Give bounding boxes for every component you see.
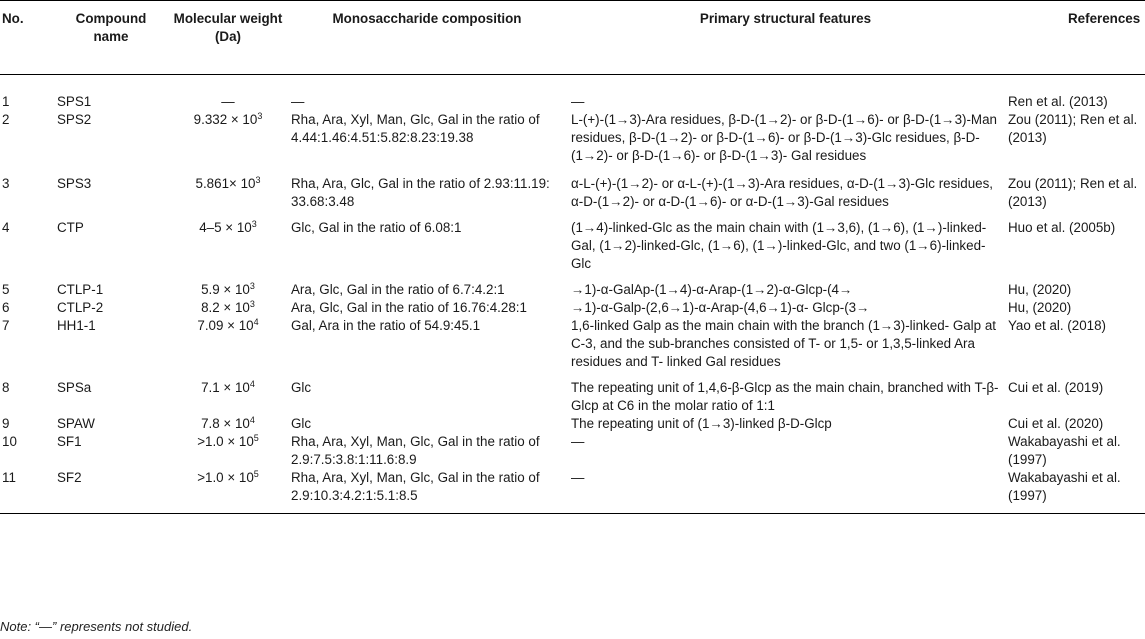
header-monosaccharide: Monosaccharide composition (287, 1, 567, 75)
cell-molecular-weight (169, 273, 287, 299)
mw-exponent: 4 (249, 379, 255, 389)
table-row (0, 299, 1145, 317)
cell-references: Hu, (2020) (1008, 300, 1072, 315)
mw-base: >1.0 × 10 (197, 434, 254, 449)
cell-compound-name: CTLP-1 (57, 282, 104, 297)
cell-references: Zou (2011); Ren et al. (2013) (1008, 112, 1138, 145)
cell-monosaccharide: — (291, 94, 305, 109)
mw-exponent: 4 (253, 317, 259, 327)
mw-base: 9.332 × 10 (193, 112, 258, 127)
cell-no: 2 (2, 112, 10, 127)
mw-base: >1.0 × 10 (197, 470, 254, 485)
header-structural-features: Primary structural features (567, 1, 1004, 75)
cell-monosaccharide: Ara, Glc, Gal in the ratio of 16.76:4.28:1 (291, 300, 527, 315)
cell-compound-name: SPS1 (57, 94, 92, 109)
mw-exponent: 3 (251, 219, 257, 229)
cell-molecular-weight (169, 111, 287, 165)
mw-base: — (221, 94, 235, 109)
table-header (0, 1, 1145, 75)
cell-molecular-weight (169, 433, 287, 469)
cell-molecular-weight (169, 371, 287, 415)
table-row (0, 433, 1145, 469)
mw-exponent: 5 (253, 433, 259, 443)
cell-molecular-weight (169, 415, 287, 433)
mw-exponent: 3 (255, 175, 261, 185)
mw-base: 4–5 × 10 (199, 220, 252, 235)
cell-molecular-weight (169, 299, 287, 317)
mw-base: 7.1 × 10 (201, 380, 250, 395)
cell-monosaccharide: Rha, Ara, Xyl, Man, Glc, Gal in the ratio of 2.9:7.5:3.8:1:11.6:8.9 (291, 434, 540, 467)
cell-structural-features: (1→4)-linked-Glc as the main chain with (1→3,6), (1→6), (1→)-linked-Gal, (1→2)-linked-Glc, (1→6), (1→)-linked-Glc, and two (1→6)-linked-Glc (571, 220, 987, 271)
cell-compound-name: HH1-1 (57, 318, 96, 333)
cell-references: Wakabayashi et al. (1997) (1004, 469, 1145, 514)
header-molecular-weight: Molecular weight (Da) (169, 1, 287, 75)
cell-no: 11 (0, 469, 53, 514)
cell-monosaccharide: Rha, Ara, Xyl, Man, Glc, Gal in the ratio of 2.9:10.3:4.2:1:5.1:8.5 (287, 469, 567, 514)
cell-monosaccharide: Glc, Gal in the ratio of 6.08:1 (291, 220, 462, 235)
cell-compound-name: SF2 (53, 469, 169, 514)
mw-base: 7.09 × 10 (197, 318, 254, 333)
cell-no: 1 (2, 94, 10, 109)
cell-structural-features: α-L-(+)-(1→2)- or α-L-(+)-(1→3)-Ara residues, α-D-(1→3)-Glc residues, α-D-(1→2)- or α-D-(1→6)- or α-D-(1→3)-Gal residues (571, 176, 994, 209)
cell-monosaccharide: Rha, Ara, Xyl, Man, Glc, Gal in the ratio of 4.44:1.46:4.51:5.82:8.23:19.38 (291, 112, 540, 145)
cell-no: 6 (2, 300, 10, 315)
cell-molecular-weight (169, 165, 287, 211)
table-row (0, 111, 1145, 165)
cell-references: Zou (2011); Ren et al. (2013) (1008, 176, 1138, 209)
cell-structural-features: →1)-α-Galp-(2,6→1)-α-Arap-(4,6→1)-α- Glcp-(3→ (571, 300, 870, 315)
cell-references: Huo et al. (2005b) (1008, 220, 1116, 235)
cell-compound-name: CTLP-2 (57, 300, 104, 315)
mw-base: 8.2 × 10 (201, 300, 250, 315)
cell-compound-name: SF1 (57, 434, 82, 449)
mw-base: 7.8 × 10 (201, 416, 250, 431)
cell-compound-name: SPSa (57, 380, 92, 395)
cell-monosaccharide: Glc (291, 416, 312, 431)
table-row (0, 415, 1145, 433)
cell-references: Cui et al. (2020) (1008, 416, 1104, 431)
cell-references: Wakabayashi et al. (1997) (1008, 434, 1121, 467)
cell-structural-features: →1)-α-GalAp-(1→4)-α-Arap-(1→2)-α-Glcp-(4→ (571, 282, 853, 297)
cell-monosaccharide: Glc (291, 380, 312, 395)
table-row (0, 469, 1145, 514)
cell-no: 10 (2, 434, 17, 449)
cell-no: 7 (2, 318, 10, 333)
cell-structural-features: The repeating unit of 1,4,6-β-Glcp as the main chain, branched with T-β-Glcp at C6 in the molar ratio of 1:1 (571, 380, 999, 413)
cell-monosaccharide: Gal, Ara in the ratio of 54.9:45.1 (291, 318, 481, 333)
cell-molecular-weight (169, 469, 287, 514)
cell-structural-features: 1,6-linked Galp as the main chain with the branch (1→3)-linked- Galp at C-3, and the sub-branches consisted of T- or 1,5- or 1,3,5-linked Ara residues and T- linked Gal residues (571, 318, 996, 369)
mw-exponent: 5 (253, 469, 259, 479)
cell-structural-features: — (567, 469, 1004, 514)
mw-exponent: 3 (257, 111, 263, 121)
cell-structural-features: — (571, 94, 585, 109)
cell-references: Ren et al. (2013) (1008, 94, 1108, 109)
cell-compound-name: CTP (57, 220, 84, 235)
cell-molecular-weight (169, 211, 287, 273)
cell-references: Hu, (2020) (1008, 282, 1072, 297)
cell-no: 5 (2, 282, 10, 297)
table-row (0, 165, 1145, 211)
header-no: No. (0, 1, 53, 75)
mw-exponent: 3 (249, 281, 255, 291)
table-body (0, 75, 1145, 514)
cell-no: 8 (2, 380, 10, 395)
cell-no: 3 (2, 176, 10, 191)
cell-compound-name: SPS3 (57, 176, 92, 191)
cell-no: 4 (2, 220, 10, 235)
table-row (0, 75, 1145, 112)
cell-no: 9 (2, 416, 10, 431)
header-compound-name: Compound name (53, 1, 169, 75)
cell-structural-features: The repeating unit of (1→3)-linked β-D-Glcp (571, 416, 832, 431)
mw-exponent: 3 (249, 299, 255, 309)
cell-structural-features: — (571, 434, 585, 449)
cell-monosaccharide: Rha, Ara, Glc, Gal in the ratio of 2.93:11.19: 33.68:3.48 (291, 176, 550, 209)
cell-structural-features: L-(+)-(1→3)-Ara residues, β-D-(1→2)- or β-D-(1→6)- or β-D-(1→3)-Man residues, β-D-(1→2)- or β-D-(1→6)- or β-D-(1→3)-Glc residues, β-D-(1→2)- or β-D-(1→6)- or β-D-(1→3)- Gal residues (571, 112, 997, 163)
table-row (0, 211, 1145, 273)
cell-monosaccharide: Ara, Glc, Gal in the ratio of 6.7:4.2:1 (291, 282, 505, 297)
header-references: References (1004, 1, 1145, 75)
mw-base: 5.861× 10 (195, 176, 256, 191)
table-row (0, 371, 1145, 415)
cell-compound-name: SPS2 (57, 112, 92, 127)
cell-compound-name: SPAW (57, 416, 95, 431)
table-row (0, 273, 1145, 299)
cell-molecular-weight (169, 75, 287, 112)
cell-references: Cui et al. (2019) (1008, 380, 1104, 395)
cell-molecular-weight (169, 317, 287, 371)
table-note: Note: “—” represents not studied. (0, 619, 193, 634)
table-row (0, 317, 1145, 371)
mw-base: 5.9 × 10 (201, 282, 250, 297)
mw-exponent: 4 (249, 415, 255, 425)
cell-references: Yao et al. (2018) (1008, 318, 1107, 333)
